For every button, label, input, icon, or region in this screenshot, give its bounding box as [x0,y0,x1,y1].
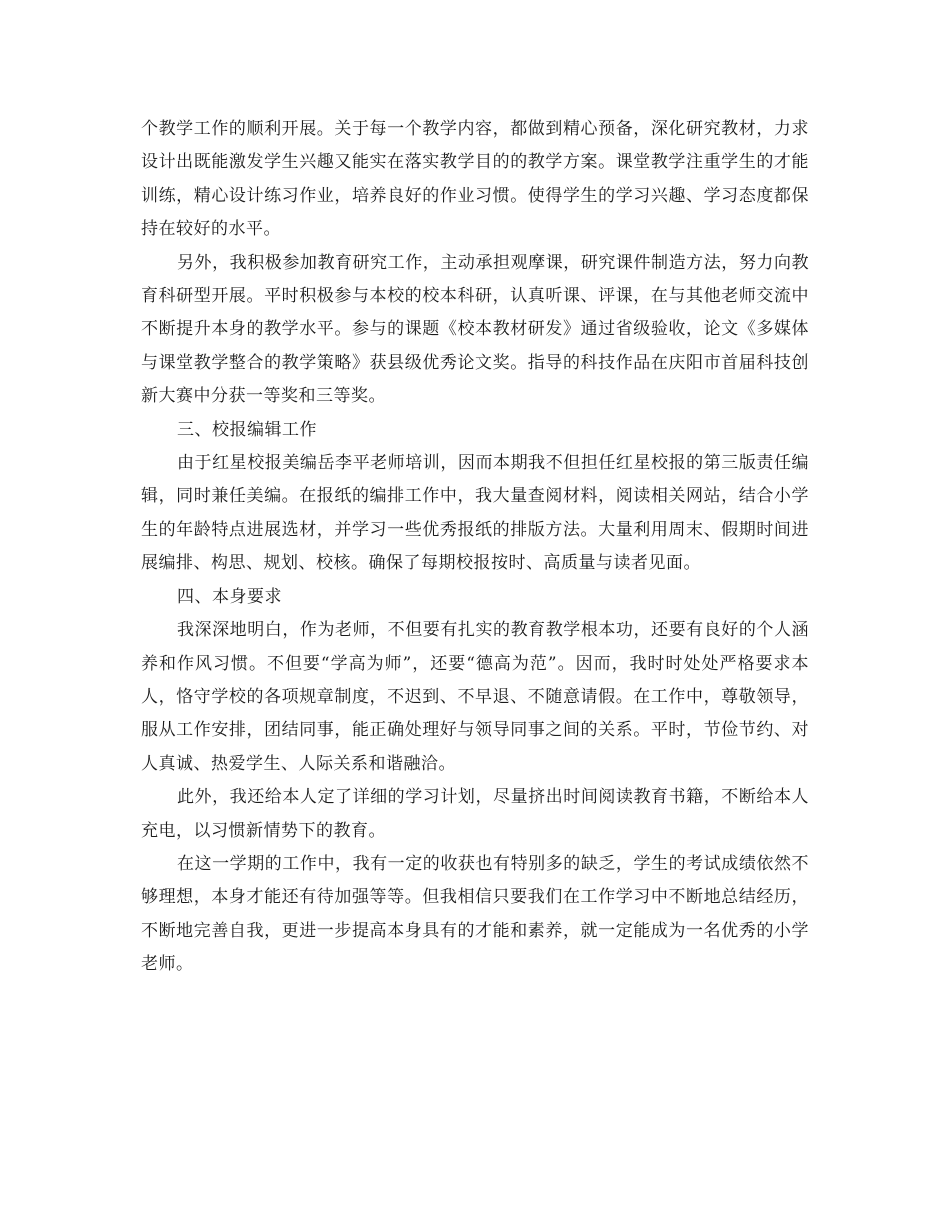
paragraph-study-plan: 此外，我还给本人定了详细的学习计划，尽量挤出时间阅读教育书籍，不断给本人充电，以习惯新情势下的教育。 [141,787,809,841]
paragraph-teaching-work: 个教学工作的顺利开展。关于每一个教学内容，都做到精心预备，深化研究教材，力求设计出既能激发学生兴趣又能实在落实教学目的的教学方案。课堂教学注重学生的才能训练，精心设计练习作业，培养良好的作业习惯。使得学生的学习兴趣、学习态度都保持在较好的水平。 [141,119,809,240]
paragraph-education-research: 另外，我积极参加教育研究工作，主动承担观摩课，研究课件制造方法，努力向教育科研型开展。平时积极参与本校的校本科研，认真听课、评课，在与其他老师交流中不断提升本身的教学水平。参与的课题《校本教材研发》通过省级验收，论文《多媒体与课堂教学整合的教学策略》获县级优秀论文奖。指导的科技作品在庆阳市首届科技创新大赛中分获一等奖和三等奖。 [141,252,809,407]
document-body [141,113,809,982]
section-heading-school-newspaper: 三、校报编辑工作 [177,419,317,440]
paragraph-conclusion: 在这一学期的工作中，我有一定的收获也有特别多的缺乏，学生的考试成绩依然不够理想，本身才能还有待加强等等。但我相信只要我们在工作学习中不断地总结经历，不断地完善自我，更进一步提高本身具有的才能和素养，就一定能成为一名优秀的小学老师。 [141,853,809,975]
paragraph-school-newspaper: 由于红星校报美编岳李平老师培训，因而本期我不但担任红星校报的第三版责任编辑，同时兼任美编。在报纸的编排工作中，我大量查阅材料，阅读相关网站，结合小学生的年龄特点进展选材，并学习一些优秀报纸的排版方法。大量利用周末、假期时间进展编排、构思、规划、校核。确保了每期校报按时、高质量与读者见面。 [141,453,809,574]
section-heading-self-requirements: 四、本身要求 [177,586,282,607]
paragraph-self-requirements: 我深深地明白，作为老师，不但要有扎实的教育教学根本功，还要有良好的个人涵养和作风习惯。不但要“学高为师”，还要“德高为范”。因而，我时时处处严格要求本人，恪守学校的各项规章制度，不迟到、不早退、不随意请假。在工作中，尊敬领导，服从工作安排，团结同事，能正确处理好与领导同事之间的关系。平时，节俭节约、对人真诚、热爱学生、人际关系和谐融洽。 [141,620,809,774]
